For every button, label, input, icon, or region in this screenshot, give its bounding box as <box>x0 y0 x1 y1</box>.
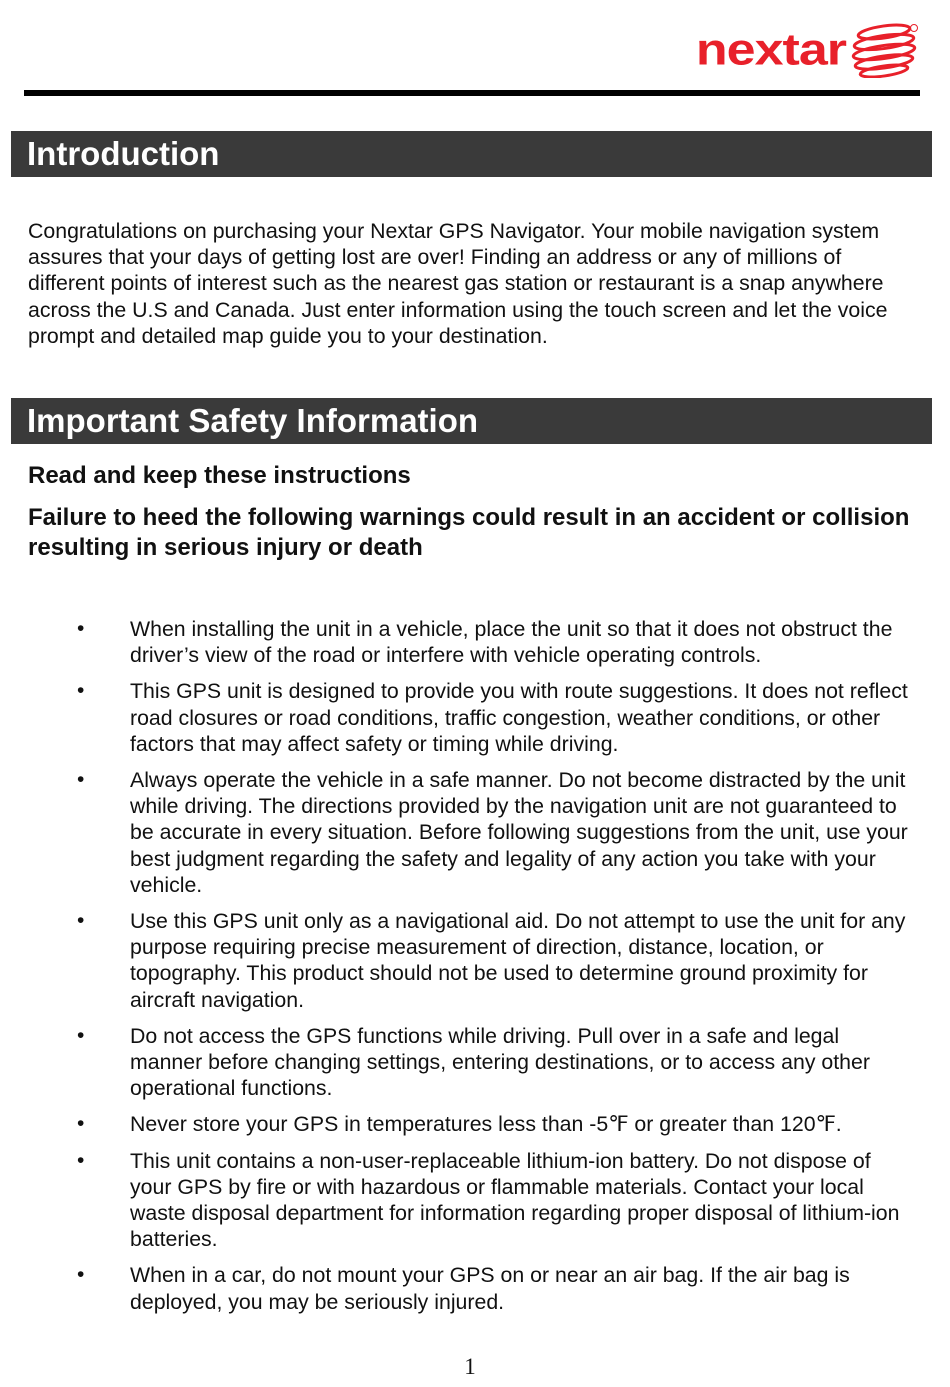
introduction-heading: Introduction <box>11 131 932 177</box>
safety-heading: Important Safety Information <box>11 398 932 444</box>
list-item <box>0 767 950 898</box>
bullet-icon: • <box>77 679 85 703</box>
list-item <box>0 1111 950 1137</box>
list-item-text: Use this GPS unit only as a navigational aid. Do not attempt to use the unit for any purpose requiring precise measurement of direction, distance, location, or topography. This product should not be used to determine ground proximity for aircraft navigation. <box>130 909 906 1012</box>
logo-wordmark: nextar <box>695 25 846 75</box>
introduction-paragraph: Congratulations on purchasing your Nextar GPS Navigator. Your mobile navigation system assures that your days of getting lost are over! Finding an address or any of millions of different points of interest such as the nearest gas station or restaurant is a snap anywhere across the U.S and Canada. Just enter information using the touch screen and let the voice prompt and detailed map guide you to your destination. <box>28 219 888 348</box>
bullet-icon: • <box>77 909 85 933</box>
list-item <box>0 1262 950 1314</box>
list-item-text: When in a car, do not mount your GPS on or near an air bag. If the air bag is deployed, you may be seriously injured. <box>130 1263 850 1314</box>
list-item <box>0 678 950 757</box>
header-rule <box>24 90 920 96</box>
list-item <box>0 1148 950 1253</box>
list-item-text: When installing the unit in a vehicle, place the unit so that it does not obstruct the driver’s view of the road or interfere with vehicle operating controls. <box>130 617 893 668</box>
list-item <box>0 1023 950 1102</box>
page-number: 1 <box>464 1354 476 1379</box>
read-instructions-heading: Read and keep these instructions <box>28 462 411 489</box>
bullet-icon: • <box>77 1263 85 1287</box>
list-item-text: Never store your GPS in temperatures less than -5℉ or greater than 120℉. <box>130 1112 842 1137</box>
warning-heading: Failure to heed the following warnings could result in an accident or collision resulting in serious injury or death <box>28 504 910 561</box>
registered-mark-icon <box>911 25 918 32</box>
list-item <box>0 616 950 668</box>
bullet-icon: • <box>77 1148 85 1172</box>
list-item-text: This GPS unit is designed to provide you with route suggestions. It does not reflect road closures or road conditions, traffic congestion, weather conditions, or other factors that may affect safety or timing while driving. <box>130 679 908 756</box>
nextar-logo <box>696 22 920 78</box>
list-item-text: Do not access the GPS functions while driving. Pull over in a safe and legal manner before changing settings, entering destinations, or to access any other operational functions. <box>130 1023 870 1101</box>
bullet-icon: • <box>77 1023 85 1047</box>
bullet-icon: • <box>77 1112 85 1136</box>
list-item-text: Always operate the vehicle in a safe manner. Do not become distracted by the unit while driving. The directions provided by the navigation unit are not guaranteed to be accurate in every situation. Before following suggestions from the unit, use your best judgment regarding the safety and legality of any action you take with your vehicle. <box>130 768 908 897</box>
bullet-icon: • <box>77 768 85 792</box>
nextar-swirl-icon <box>850 22 920 78</box>
safety-bullet-list <box>0 616 950 1325</box>
bullet-icon: • <box>77 617 85 640</box>
list-item <box>0 908 950 1013</box>
list-item-text: This unit contains a non-user-replaceable lithium-ion battery. Do not dispose of your GPS by fire or with hazardous or flammable materials. Contact your local waste disposal department for information regarding proper disposal of lithium-ion batteries. <box>130 1148 900 1252</box>
